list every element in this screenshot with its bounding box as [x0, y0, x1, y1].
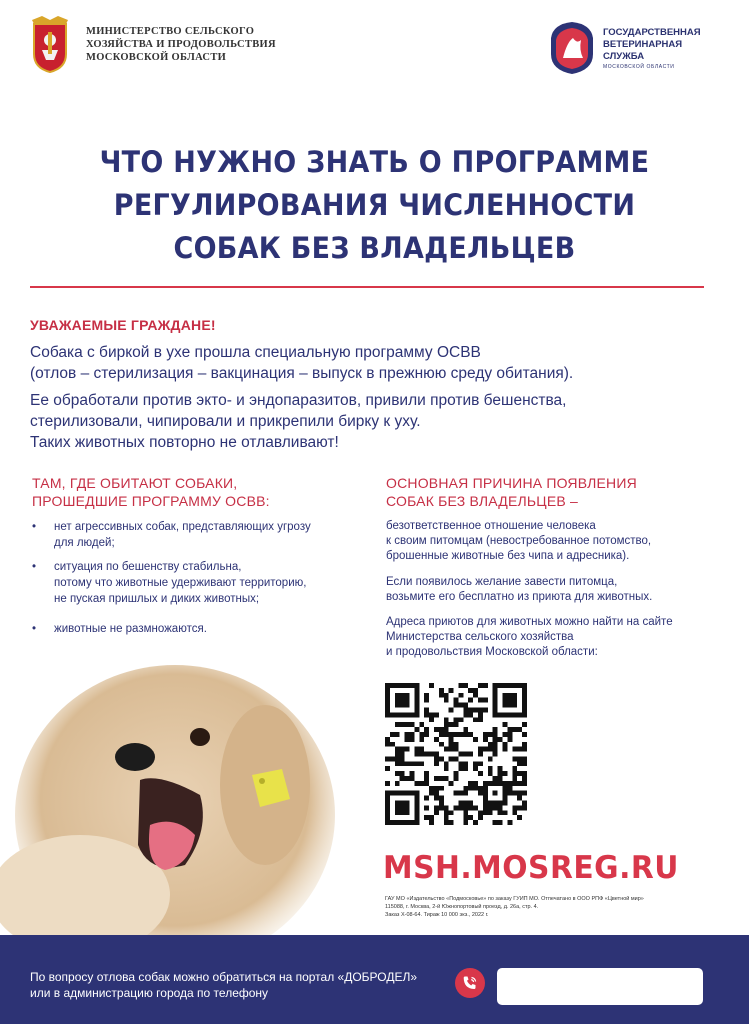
list-item-line: для людей;	[54, 537, 115, 549]
vet-service-name-line: ГОСУДАРСТВЕННАЯ	[603, 26, 701, 38]
vet-service-region: МОСКОВСКОЙ ОБЛАСТИ	[603, 63, 675, 70]
page-title	[63, 141, 685, 270]
text-line: Министерства сельского хозяйства	[386, 631, 574, 643]
list-item-line: • ситуация по бешенству стабильна,	[54, 561, 242, 573]
vet-service-header	[549, 20, 701, 76]
dog-photo	[0, 665, 340, 935]
imprint-line: 115088, г. Москва, 2-й Южнопортовый проезд, д. 26а, стр. 4.	[385, 904, 539, 910]
intro-paragraph-1	[30, 342, 710, 384]
imprint	[385, 895, 715, 919]
intro-line: (отлов – стерилизация – вакцинация – выпуск в прежнюю среду обитания).	[30, 365, 574, 382]
heading-line: ПРОШЕДШИЕ ПРОГРАММУ ОСВВ:	[32, 493, 270, 509]
list-item	[32, 559, 362, 607]
title-divider	[30, 286, 704, 288]
intro-paragraph-2	[30, 390, 710, 453]
cause-text	[386, 519, 726, 564]
phone-number-field[interactable]	[497, 968, 703, 1005]
text-line: и продовольствия Московской области:	[386, 646, 598, 658]
text-line: безответственное отношение человека	[386, 520, 596, 532]
intro-line: стерилизовали, чипировали и прикрепили бирку к уху.	[30, 413, 421, 430]
phone-icon	[462, 975, 478, 991]
ministry-name-line: МИНИСТЕРСТВО СЕЛЬСКОГО	[86, 25, 255, 37]
left-column-heading	[32, 474, 362, 510]
phone-button[interactable]	[455, 968, 485, 998]
text-line: Адреса приютов для животных можно найти на сайте	[386, 616, 673, 628]
text-line: Если появилось желание завести питомца,	[386, 576, 618, 588]
website-link[interactable]: MSH.MOSREG.RU	[383, 850, 679, 886]
list-item-line: не пуская пришлых и диких животных;	[54, 593, 260, 605]
right-column-heading	[386, 474, 726, 510]
footer-bar	[0, 935, 749, 1024]
list-item-line: • нет агрессивных собак, представляющих угрозу	[54, 521, 311, 533]
title-line: РЕГУЛИРОВАНИЯ ЧИСЛЕННОСТИ	[113, 188, 636, 222]
heading-line: СОБАК БЕЗ ВЛАДЕЛЬЦЕВ –	[386, 493, 578, 509]
vet-service-name-line: ВЕТЕРИНАРНАЯ	[603, 38, 683, 50]
text-line: возьмите его бесплатно из приюта для животных.	[386, 591, 653, 603]
list-item-line: • животные не размножаются.	[54, 623, 207, 635]
heading-line: ТАМ, ГДЕ ОБИТАЮТ СОБАКИ,	[32, 475, 238, 491]
footer-text-line: По вопросу отлова собак можно обратиться на портал «ДОБРОДЕЛ»	[30, 970, 418, 984]
coat-of-arms-icon	[28, 14, 72, 74]
vet-service-logo-icon	[549, 20, 595, 76]
benefits-list	[32, 519, 362, 645]
qr-code-icon[interactable]	[385, 683, 527, 825]
intro-line: Ее обработали против экто- и эндопаразитов, привили против бешенства,	[30, 392, 567, 409]
vet-service-name-line: СЛУЖБА	[603, 50, 645, 62]
imprint-line: Заказ Х-08-64. Тираж 10 000 экз., 2022 г.	[385, 912, 489, 918]
ministry-name-line: ХОЗЯЙСТВА И ПРОДОВОЛЬСТВИЯ	[86, 38, 276, 50]
title-line: ЧТО НУЖНО ЗНАТЬ О ПРОГРАММЕ	[99, 145, 650, 179]
text-line: брошенные животные без чипа и адресника).	[386, 550, 630, 562]
heading-line: ОСНОВНАЯ ПРИЧИНА ПОЯВЛЕНИЯ	[386, 475, 637, 491]
shelters-text	[386, 615, 726, 660]
greeting: УВАЖАЕМЫЕ ГРАЖДАНЕ!	[30, 317, 216, 333]
intro-line: Собака с биркой в ухе прошла специальную программу ОСВВ	[30, 344, 481, 361]
title-line: СОБАК БЕЗ ВЛАДЕЛЬЦЕВ	[173, 231, 576, 265]
imprint-line: ГАУ МО «Издательство «Подмосковье» по заказу ГУИП МО. Отпечатано в ООО РПФ «Цветной мир»	[385, 896, 644, 902]
intro-line: Таких животных повторно не отлавливают!	[30, 434, 339, 451]
list-item	[32, 621, 362, 637]
ministry-header	[28, 14, 276, 74]
ministry-name-line: МОСКОВСКОЙ ОБЛАСТИ	[86, 51, 227, 63]
adopt-text	[386, 575, 726, 605]
footer-text-line: или в администрацию города по телефону	[30, 986, 269, 1000]
list-item	[32, 519, 362, 551]
list-item-line: потому что животные удерживают территорию,	[54, 577, 307, 589]
text-line: к своим питомцам (невостребованное потомство,	[386, 535, 652, 547]
footer-text	[30, 969, 417, 1001]
